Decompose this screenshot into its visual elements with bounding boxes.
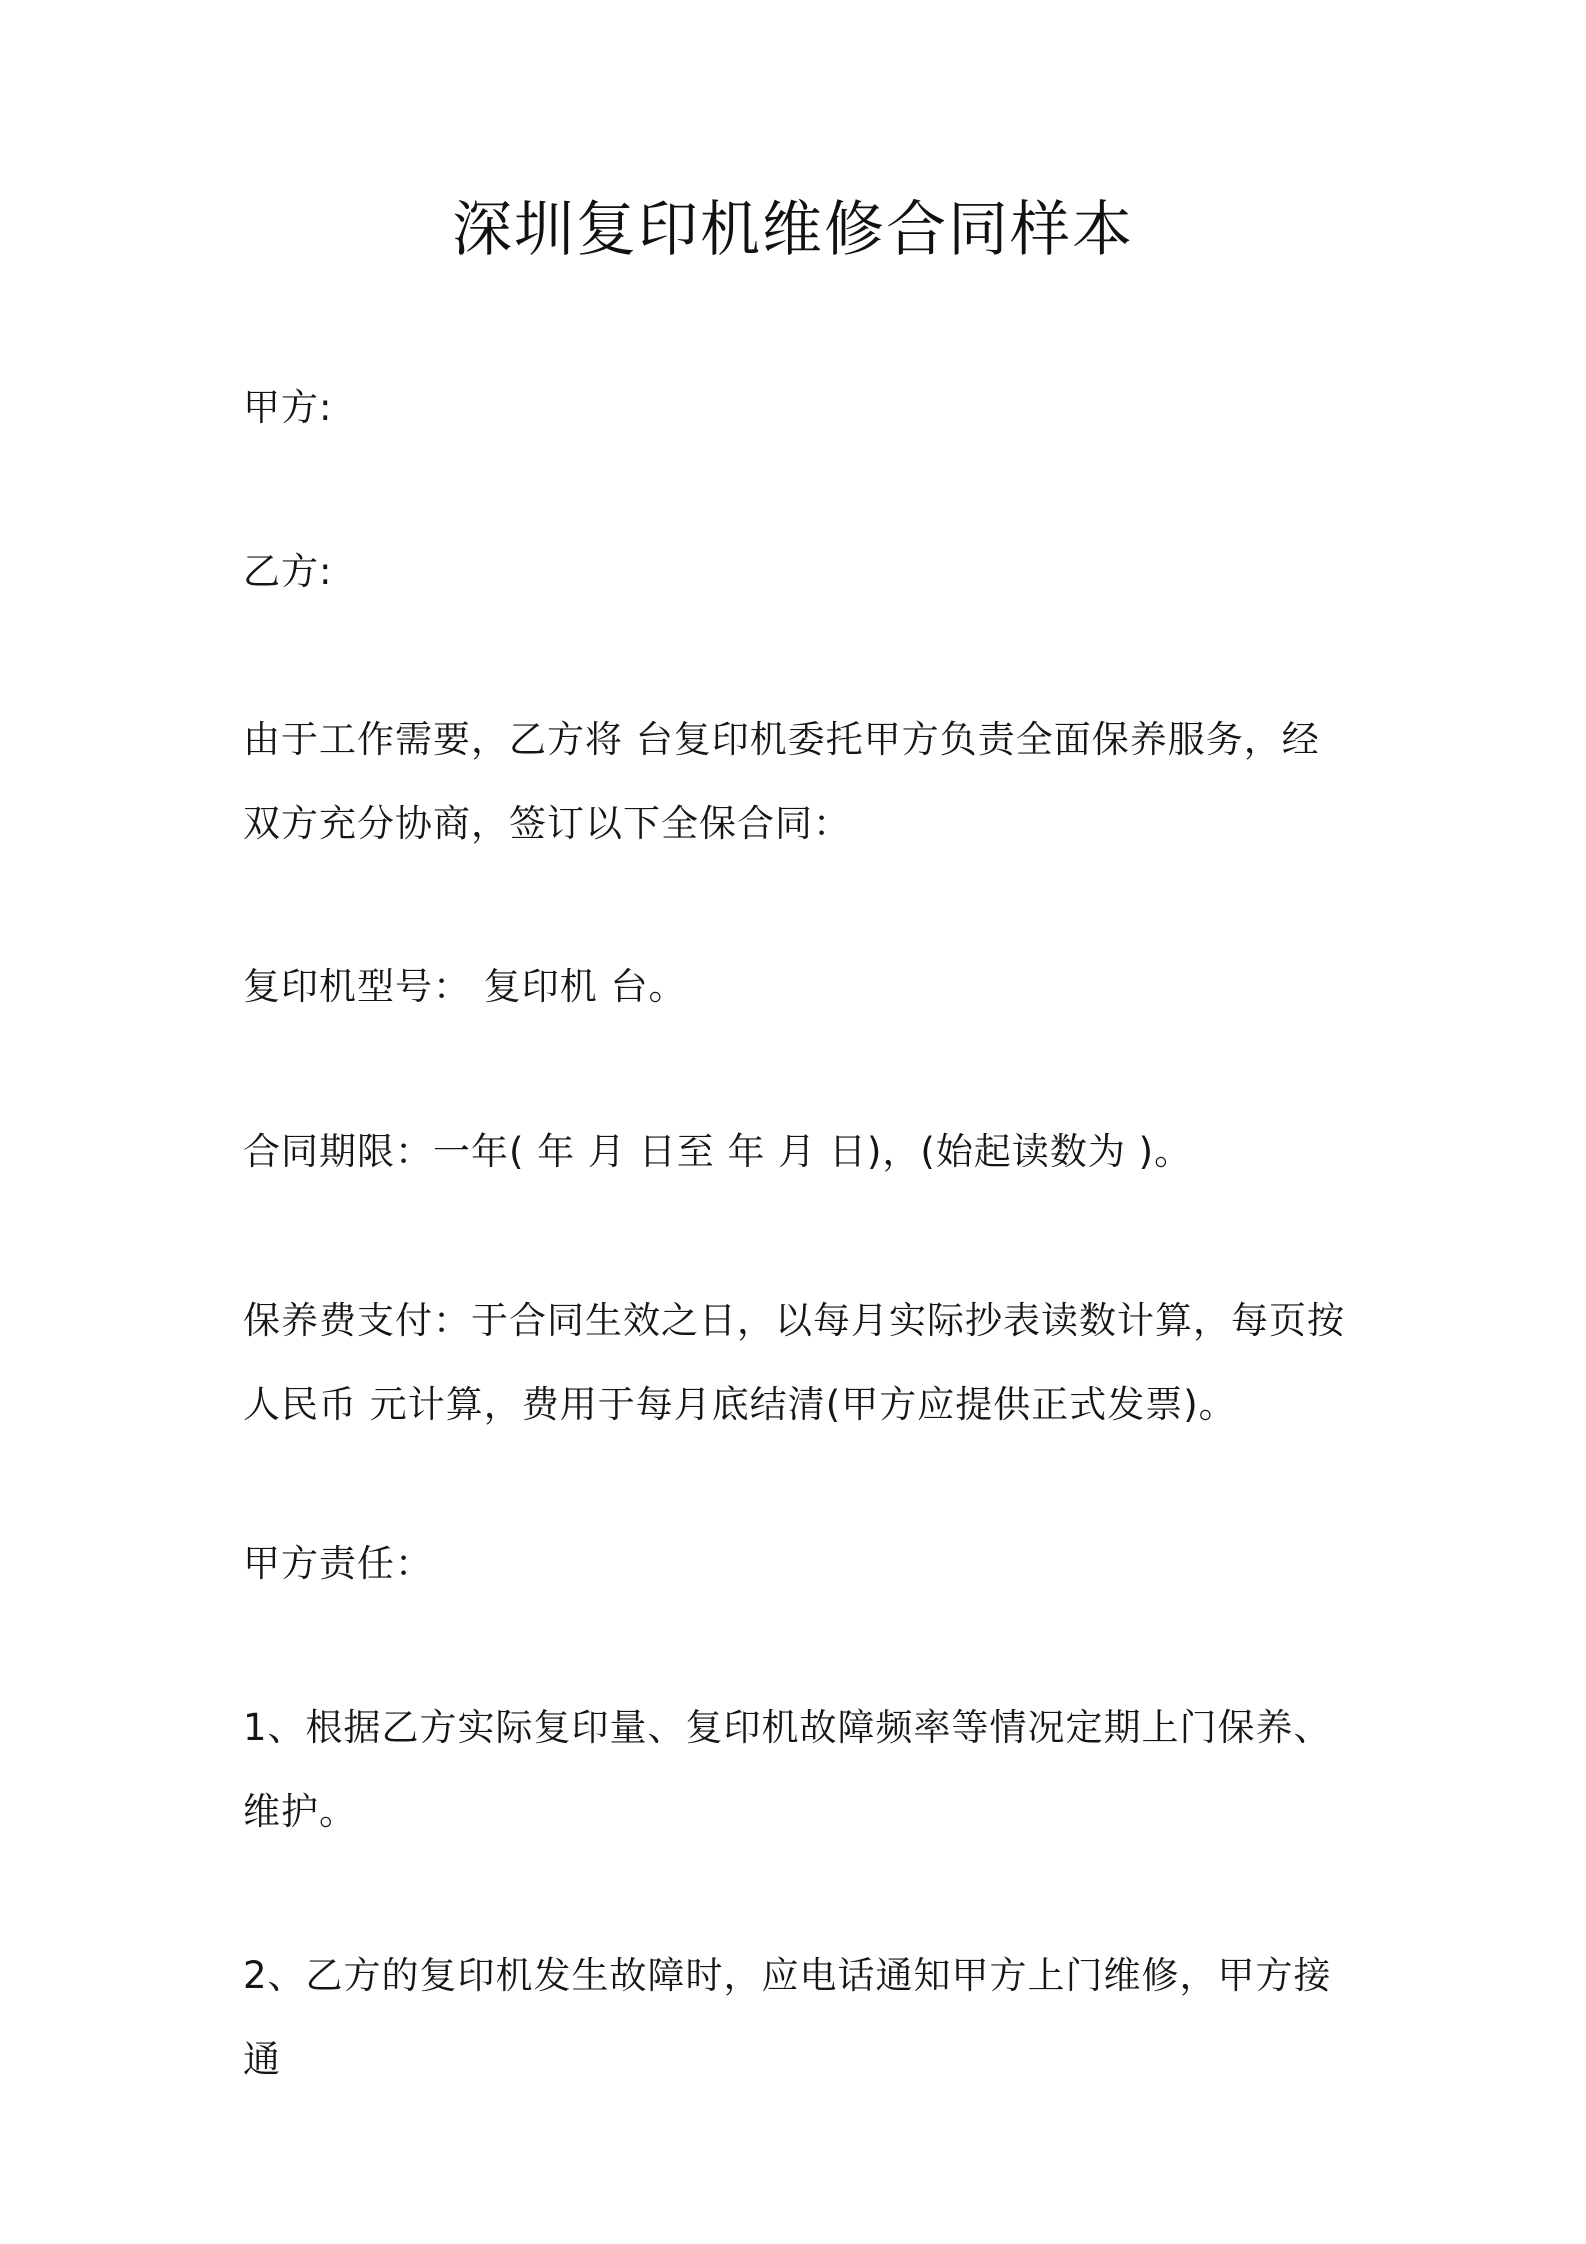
fee-payment-paragraph: 保养费支付：于合同生效之日，以每月实际抄表读数计算，每页按人民币 元计算，费用于每月底结清(甲方应提供正式发票)。 — [243, 1299, 1345, 1426]
responsibility-item-2: 2、乙方的复印机发生故障时，应电话通知甲方上门维修，甲方接通 — [243, 1954, 1332, 2081]
responsibility-item-1: 1、根据乙方实际复印量、复印机故障频率等情况定期上门保养、维护。 — [243, 1706, 1332, 1833]
document-title: 深圳复印机维修合同样本 — [452, 195, 1134, 265]
contract-term-line: 合同期限：一年( 年 月 日至 年 月 日)，(始起读数为 )。 — [243, 1130, 1193, 1173]
party-b-line: 乙方: — [243, 550, 333, 593]
party-a-responsibility-heading: 甲方责任： — [243, 1542, 433, 1585]
copier-model-line: 复印机型号： 复印机 台。 — [243, 965, 687, 1008]
intro-paragraph: 由于工作需要，乙方将 台复印机委托甲方负责全面保养服务，经双方充分协商，签订以下全保合同： — [243, 718, 1320, 845]
party-a-line: 甲方: — [243, 386, 333, 429]
